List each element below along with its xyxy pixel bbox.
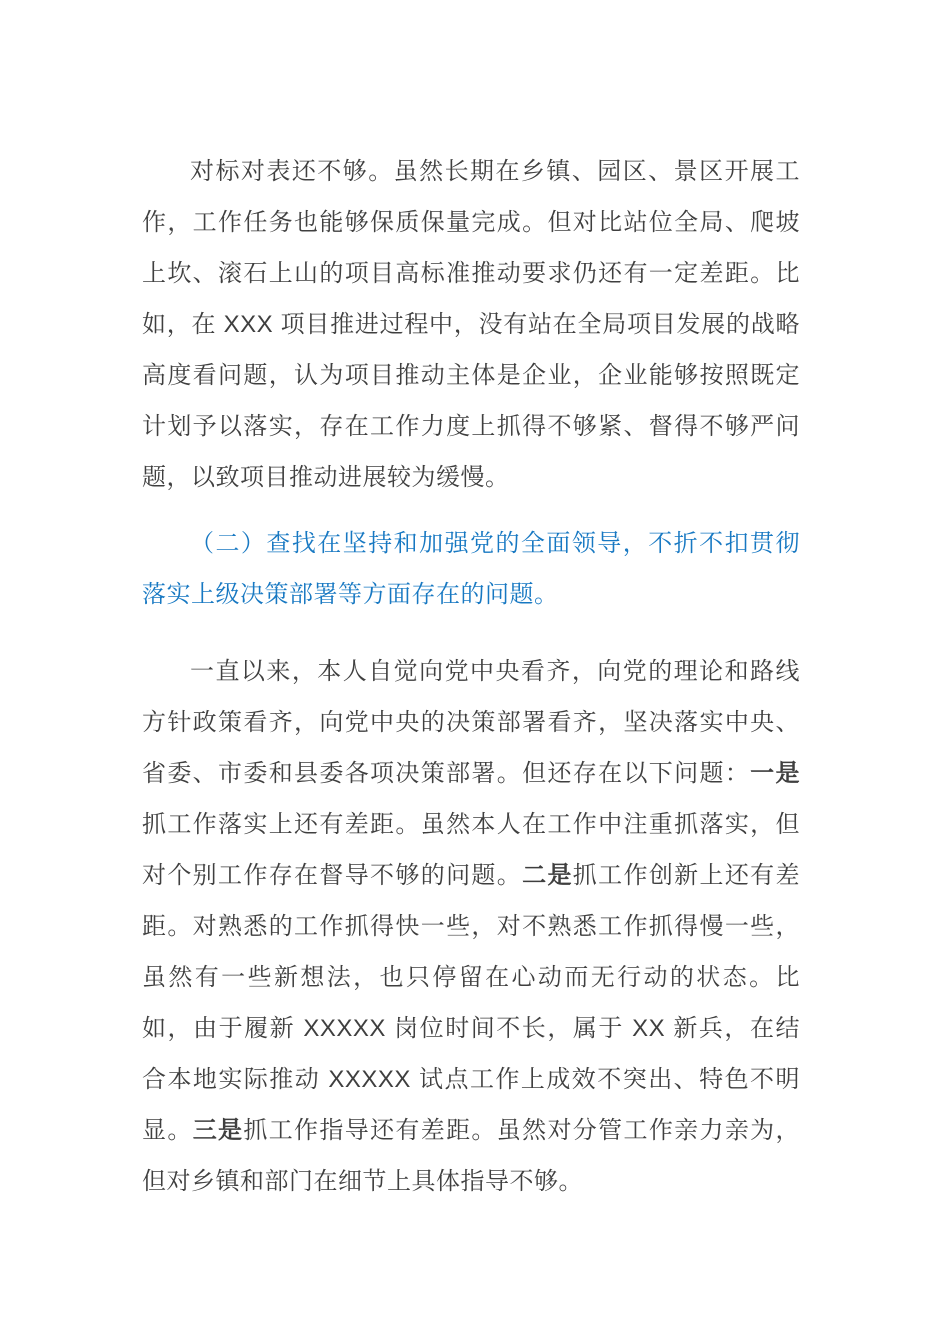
paragraph-benchmarking: 对标对表还不够。虽然长期在乡镇、园区、景区开展工作，工作任务也能够保质保量完成。但对比站位全局、爬坡上坎、滚石上山的项目高标准推动要求仍还有一定差距。比如，在 XXX 项目推进过程中，没有站在全局项目发展的战略高度看问题，认为项目推动主体是企业，企业能够按照既定计划予以落实，存在工作力度上抓得不够紧、督得不够严问题，以致项目推动进展较为缓慢。 (142, 158, 800, 491)
leadership-run-third: 抓工作指导还有差距。虽然对分管工作亲力亲为，但对乡镇和部门在细节上具体指导不够。 (142, 1117, 801, 1195)
leadership-marker-third: 三是 (192, 1117, 244, 1144)
leadership-run-intro: 一直以来，本人自觉向党中央看齐，向党的理论和路线方针政策看齐，向党中央的决策部署看齐，坚决落实中央、省委、市委和县委各项决策部署。但还存在以下问题： (142, 658, 800, 787)
leadership-run-second: 抓工作创新上还有差距。对熟悉的工作抓得快一些，对不熟悉工作抓得慢一些，虽然有一些新想法，也只停留在心动而无行动的状态。比如，由于履新 XXXXX 岗位时间不长，属于 XX 新兵，在结合本地实际推动 XXXXX 试点工作上成效不突出、特色不明显。 (142, 862, 801, 1144)
leadership-run-first: 抓工作落实上还有差距。虽然本人在工作中注重抓落实，但对个别工作存在督导不够的问题。 (142, 811, 800, 889)
leadership-marker-first: 一是 (750, 760, 801, 787)
section-heading-2: （二）查找在坚持和加强党的全面领导，不折不扣贯彻落实上级决策部署等方面存在的问题。 (142, 530, 800, 608)
leadership-marker-second: 二是 (522, 862, 573, 889)
paragraph-leadership (142, 646, 800, 1207)
